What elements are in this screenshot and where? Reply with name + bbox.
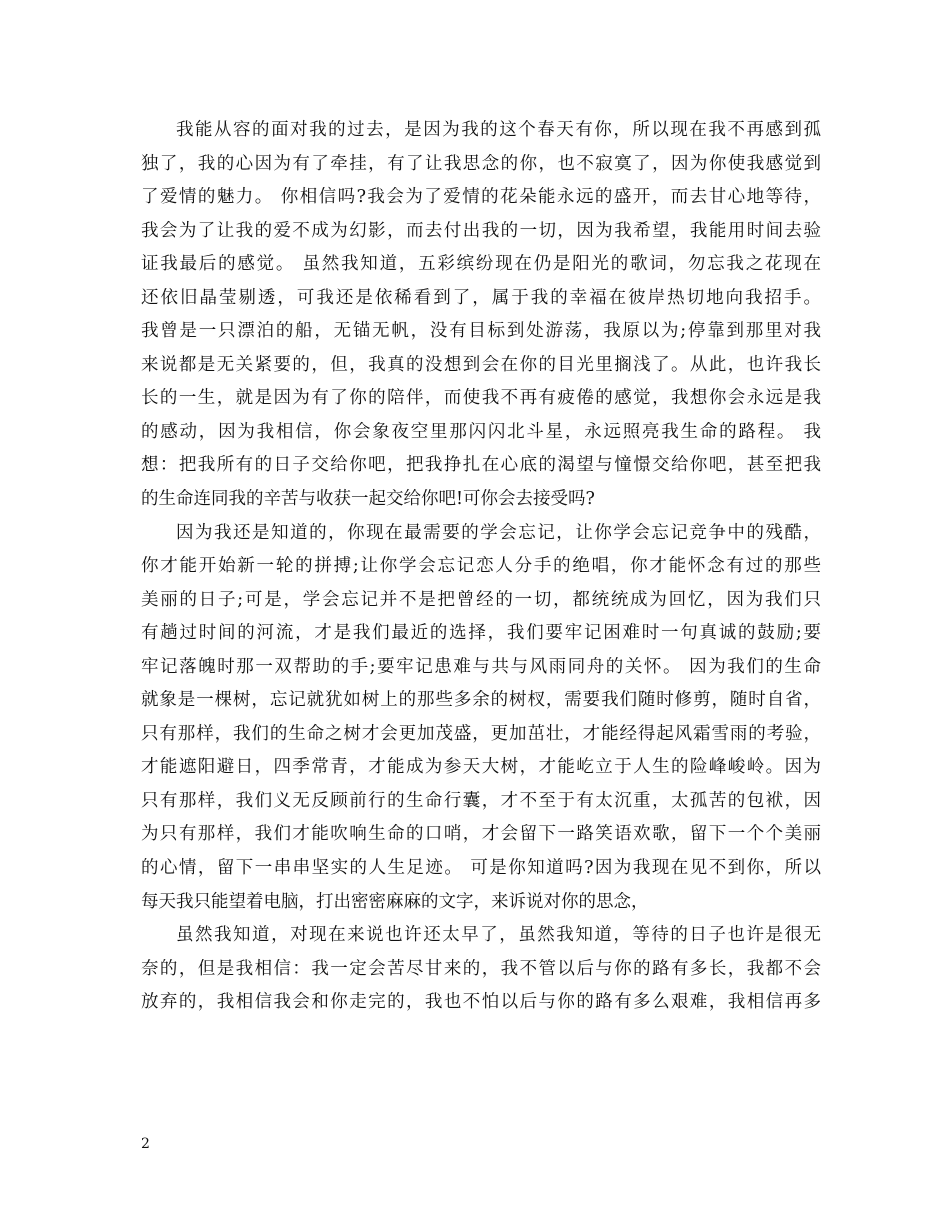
text-line: 只有那样，我们的生命之树才会更加茂盛，更加茁壮，才能经得起风霜雪雨的考验，	[141, 723, 821, 744]
text-line: 奈的，但是我相信：我一定会苦尽甘来的，我不管以后与你的路有多长，我都不会	[141, 958, 821, 979]
text-line: 的感动，因为我相信，你会象夜空里那闪闪北斗星，永远照亮我生命的路程。 我	[141, 421, 821, 442]
text-line: 我能从容的面对我的过去，是因为我的这个春天有你，所以现在我不再感到孤	[176, 120, 821, 140]
text-line: 就象是一棵树，忘记就犹如树上的那些多余的树杈，需要我们随时修剪，随时自省，	[141, 690, 821, 711]
paragraph-1	[141, 114, 821, 517]
document-body	[141, 114, 821, 1020]
paragraph-3	[141, 919, 821, 1020]
text-line: 我会为了让我的爱不成为幻影，而去付出我的一切，因为我希望，我能用时间去验	[141, 220, 821, 241]
text-line: 独了，我的心因为有了牵挂，有了让我思念的你，也不寂寞了，因为你使我感觉到	[141, 153, 821, 174]
text-line: 为只有那样，我们才能吹响生命的口哨，才会留下一路笑语欢歌，留下一个个美丽	[141, 824, 821, 845]
text-line: 你才能开始新一轮的拼搏;让你学会忘记恋人分手的绝唱，你才能怀念有过的那些	[141, 556, 821, 577]
text-line: 长的一生，就是因为有了你的陪伴，而使我不再有疲倦的感觉，我想你会永远是我	[141, 388, 821, 409]
text-line: 来说都是无关紧要的，但，我真的没想到会在你的目光里搁浅了。从此，也许我长	[141, 354, 821, 375]
text-line: 有趟过时间的河流，才是我们最近的选择，我们要牢记困难时一句真诚的鼓励;要	[141, 623, 821, 644]
text-line: 牢记落魄时那一双帮助的手;要牢记患难与共与风雨同舟的关怀。 因为我们的生命	[141, 656, 821, 677]
page-number: 2	[141, 1136, 150, 1152]
text-line: 我曾是一只漂泊的船，无锚无帆，没有目标到处游荡，我原以为;停靠到那里对我	[141, 321, 821, 342]
text-line: 放弃的，我相信我会和你走完的，我也不怕以后与你的路有多么艰难，我相信再多	[141, 992, 821, 1013]
text-line: 因为我还是知道的，你现在最需要的学会忘记，让你学会忘记竞争中的残酷，	[176, 522, 821, 543]
text-line: 还依旧晶莹剔透，可我还是依稀看到了，属于我的幸福在彼岸热切地向我招手。	[141, 287, 821, 308]
text-line: 虽然我知道，对现在来说也许还太早了，虽然我知道，等待的日子也许是很无	[176, 925, 821, 946]
text-line: 只有那样，我们义无反顾前行的生命行囊，才不至于有太沉重，太孤苦的包袱，因	[141, 790, 821, 811]
paragraph-2	[141, 517, 821, 920]
text-line: 的心情，留下一串串坚实的人生足迹。 可是你知道吗?因为我现在见不到你，所以	[141, 858, 821, 879]
text-line: 每天我只能望着电脑，打出密密麻麻的文字，来诉说对你的思念，	[141, 891, 649, 912]
text-line: 想：把我所有的日子交给你吧，把我挣扎在心底的渴望与憧憬交给你吧，甚至把我	[141, 455, 821, 476]
text-line: 了爱情的魅力。 你相信吗?我会为了爱情的花朵能永远的盛开，而去甘心地等待，	[141, 187, 821, 208]
text-line: 美丽的日子;可是，学会忘记并不是把曾经的一切，都统统成为回忆，因为我们只	[141, 589, 821, 610]
text-line: 才能遮阳避日，四季常青，才能成为参天大树，才能屹立于人生的险峰峻岭。因为	[141, 757, 821, 778]
text-line: 的生命连同我的辛苦与收获一起交给你吧!可你会去接受吗?	[141, 489, 595, 510]
text-line: 证我最后的感觉。 虽然我知道，五彩缤纷现在仍是阳光的歌词，勿忘我之花现在	[141, 254, 821, 275]
